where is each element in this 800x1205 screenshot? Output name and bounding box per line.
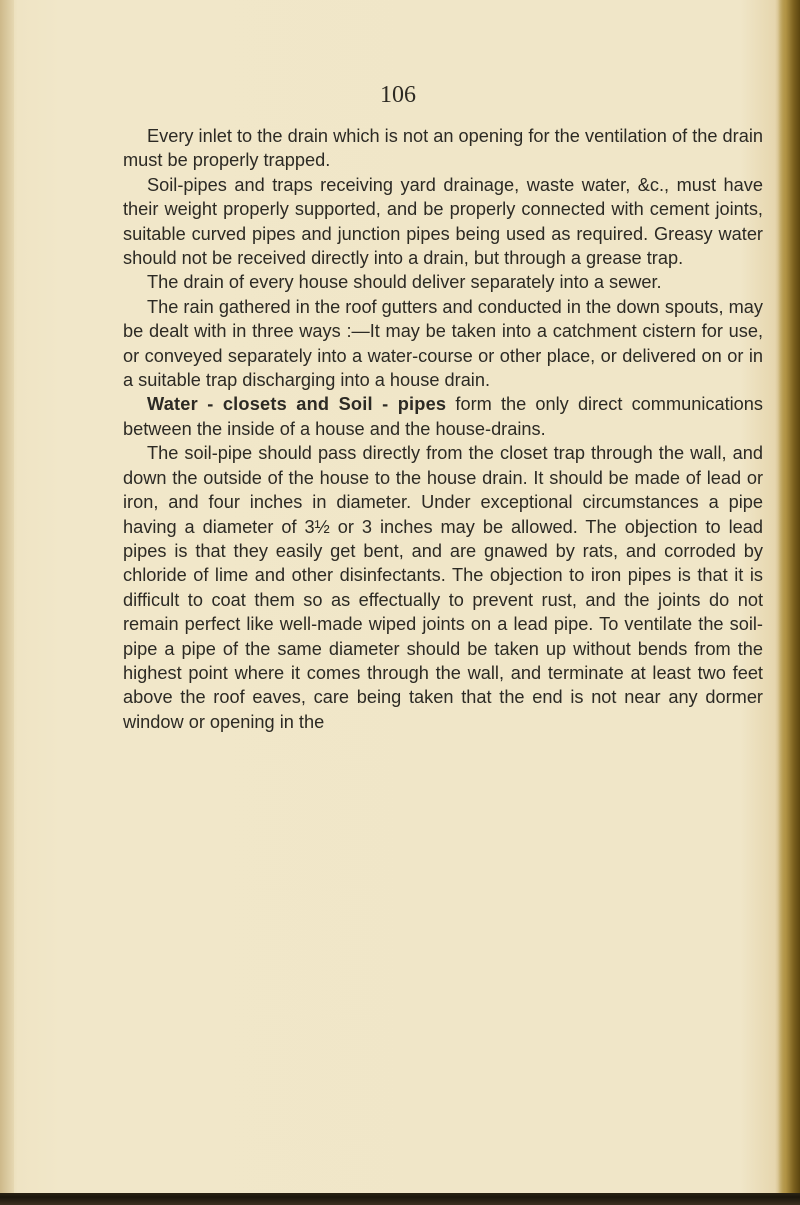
binding-gutter [0,0,14,1205]
paragraph-drain-inlet: Every inlet to the drain which is not an opening for the ventilation of the drain must be properly trapped. [123,126,763,171]
paragraph-soil-pipe-details: The soil-pipe should pass directly from the closet trap through the wall, and down the outside of the house to the house drain. It should be made of lead or iron, and four inches in diameter. Under exceptional circumstances a pipe having a diameter of 3½ or 3 inches may be allowed. The objection to lead pipes is that they easily get bent, and are gnawed by rats, and corroded by chloride of lime and other disinfectants. The objection to iron pipes is that it is difficult to coat them so as effectually to prevent rust, and the joints do not remain perfect like well-made wiped joints on a lead pipe. To ventilate the soil-pipe a pipe of the same diameter should be taken up without bends from the highest point where it comes through the wall, and terminate at least two feet above the roof eaves, care being taken that the end is not near any dormer window or opening in the [123,443,763,732]
page-edge-shadow [778,0,800,1205]
section-lead-heading: Water - closets and Soil - pipes [147,394,447,415]
paragraph-water-closets [123,392,763,441]
paragraph-house-drain: The drain of every house should deliver separately into a sewer. [147,272,662,293]
page-number: 106 [380,82,416,108]
paragraph-soil-pipes-traps: Soil-pipes and traps receiving yard drainage, waste water, &c., must have their weight properly supported, and be properly connected with cement joints, suitable curved pipes and junction pipes being used as required. Greasy water should not be received directly into a drain, but through a grease trap. [123,174,763,269]
paragraph-rain-water: The rain gathered in the roof gutters and conducted in the down spouts, may be dealt with in three ways :—It may be taken into a catchment cistern for use, or conveyed separately into a water-course or other place, or delivered on or in a suitable trap discharging into a house drain. [123,296,763,391]
paragraph-water-closets-text: form the only direct communications between the inside of a house and the house-drains. [123,394,763,439]
body-text [123,124,763,734]
bottom-page-edge [0,1193,800,1205]
